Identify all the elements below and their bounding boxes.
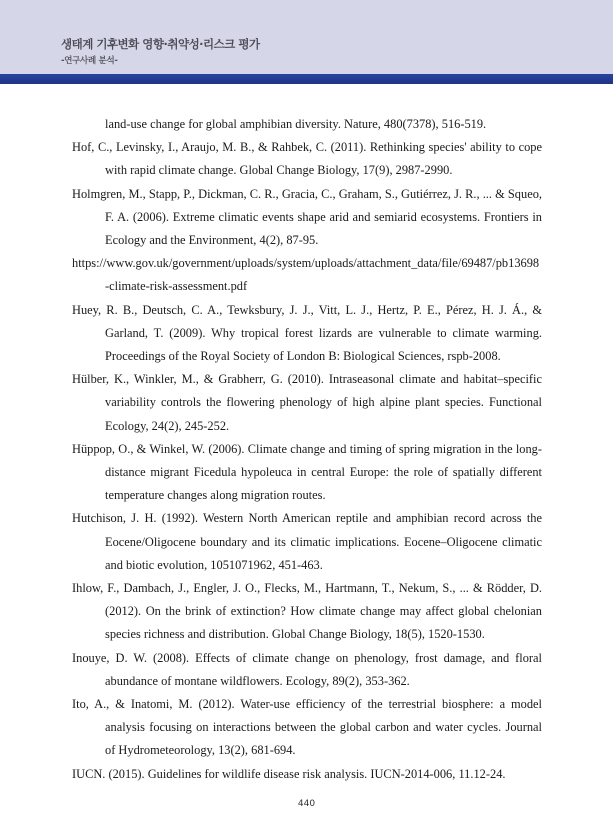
running-header-title: 생태계 기후변화 영향·취약성·리스크 평가 — [61, 37, 260, 51]
page-number: 440 — [297, 799, 316, 809]
reference-entry: Hof, C., Levinsky, I., Araujo, M. B., & Rahbek, C. (2011). Rethinking species' ability to cope with rapid climate change. Global Change Biology, 17(9), 2987-2990. — [72, 140, 542, 178]
reference-entry-continuation: land-use change for global amphibian diversity. Nature, 480(7378), 516-519. — [105, 117, 487, 131]
reference-entry: Inouye, D. W. (2008). Effects of climate change on phenology, frost damage, and floral abundance of montane wildflowers. Ecology, 89(2), 353-362. — [72, 650, 542, 688]
reference-entry: Ihlow, F., Dambach, J., Engler, J. O., Flecks, M., Hartmann, T., Nekum, S., ... & Rödder, D. (2012). On the brink of extinction? How climate change may affect global chelonian species richness and distribution. Global Change Biology, 18(5), 1520-1530. — [72, 581, 542, 642]
reference-entry: Holmgren, M., Stapp, P., Dickman, C. R., Gracia, C., Graham, S., Gutiérrez, J. R., ... & Squeo, F. A. (2006). Extreme climatic events shape arid and semiarid ecosystems. Frontiers in Ecology and the Environment, 4(2), 87-95. — [72, 186, 542, 248]
reference-entry: Huey, R. B., Deutsch, C. A., Tewksbury, J. J., Vitt, L. J., Hertz, P. E., Pérez, H. J. Á., & Garland, T. (2009). Why tropical forest lizards are vulnerable to climate warming. Proceedings of the Royal Society of London B: Biological Sciences, rspb-2008. — [72, 302, 542, 364]
reference-entry: Ito, A., & Inatomi, M. (2012). Water-use efficiency of the terrestrial biosphere: a model analysis focusing on interactions between the global carbon and water cycles. Journal of Hydrometeorology, 13(2), 681-694. — [72, 697, 542, 758]
reference-entry-url[interactable]: https://www.gov.uk/government/uploads/system/uploads/attachment_data/file/69487/pb13698-climate-risk-assessment.pdf — [72, 256, 540, 294]
header-stripe — [0, 74, 613, 84]
reference-list — [72, 113, 542, 786]
reference-entry: Hülber, K., Winkler, M., & Grabherr, G. (2010). Intraseasonal climate and habitat–specific variability controls the flowering phenology of high alpine plant species. Functional Ecology, 24(2), 245-252. — [72, 372, 542, 433]
reference-entry: Hutchison, J. H. (1992). Western North American reptile and amphibian record across the Eocene/Oligocene boundary and its climatic implications. Eocene–Oligocene climatic and biotic evolution, 1051071962, 451-463. — [72, 511, 542, 572]
reference-entry: IUCN. (2015). Guidelines for wildlife disease risk analysis. IUCN-2014-006, 11.12-24. — [72, 766, 506, 781]
reference-entry: Hüppop, O., & Winkel, W. (2006). Climate change and timing of spring migration in the long-distance migrant Ficedula hypoleuca in central Europe: the role of spatially different temperature changes along migration routes. — [72, 441, 542, 503]
running-header-subtitle: -연구사례 분석- — [61, 56, 118, 66]
